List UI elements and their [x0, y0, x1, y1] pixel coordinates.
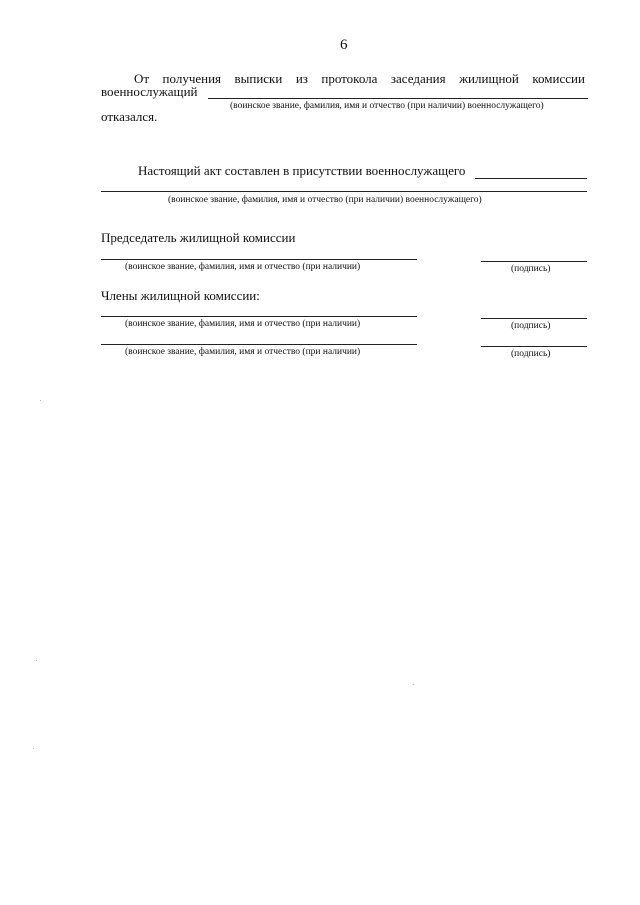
member-2-signature-blank — [481, 346, 587, 347]
scan-speck — [33, 748, 34, 749]
chairman-name-caption: (воинское звание, фамилия, имя и отчество (при наличии) — [125, 262, 361, 272]
servicemember-name-caption: (воинское звание, фамилия, имя и отчество (при наличии) военнослужащего) — [230, 101, 544, 111]
member-1-signature-caption: (подпись) — [511, 321, 551, 331]
member-1-name-caption: (воинское звание, фамилия, имя и отчество (при наличии) — [125, 319, 361, 329]
chairman-name-blank — [101, 259, 417, 260]
member-2-name-blank — [101, 344, 417, 345]
page-number: 6 — [340, 37, 348, 53]
presence-name-caption: (воинское звание, фамилия, имя и отчество (при наличии) военнослужащего) — [168, 195, 482, 205]
word: выписки — [234, 71, 283, 86]
word: из — [295, 71, 308, 86]
word: жилищной — [459, 71, 519, 86]
presence-name-blank — [101, 191, 587, 192]
member-2-signature-caption: (подпись) — [511, 349, 551, 359]
presence-blank-end — [475, 178, 587, 179]
scan-speck — [36, 660, 37, 661]
scan-speck — [413, 684, 414, 685]
member-2-name-caption: (воинское звание, фамилия, имя и отчество (при наличии) — [125, 347, 361, 357]
refusal-line-1 — [134, 71, 585, 86]
member-1-name-blank — [101, 316, 417, 317]
refusal-lead: военнослужащий — [101, 84, 198, 99]
word: заседания — [390, 71, 446, 86]
scan-speck — [40, 400, 41, 401]
member-1-signature-blank — [481, 318, 587, 319]
presence-text: Настоящий акт составлен в присутствии военнослужащего — [138, 163, 466, 178]
chairman-signature-caption: (подпись) — [511, 264, 551, 274]
word: комиссии — [532, 71, 585, 86]
servicemember-name-blank — [208, 98, 588, 99]
word: От — [134, 71, 150, 86]
members-heading: Члены жилищной комиссии: — [101, 288, 260, 303]
chairman-signature-blank — [481, 261, 587, 262]
word: получения — [162, 71, 222, 86]
refused-text: отказался. — [101, 109, 158, 124]
word: протокола — [321, 71, 378, 86]
chairman-heading: Председатель жилищной комиссии — [101, 230, 296, 245]
